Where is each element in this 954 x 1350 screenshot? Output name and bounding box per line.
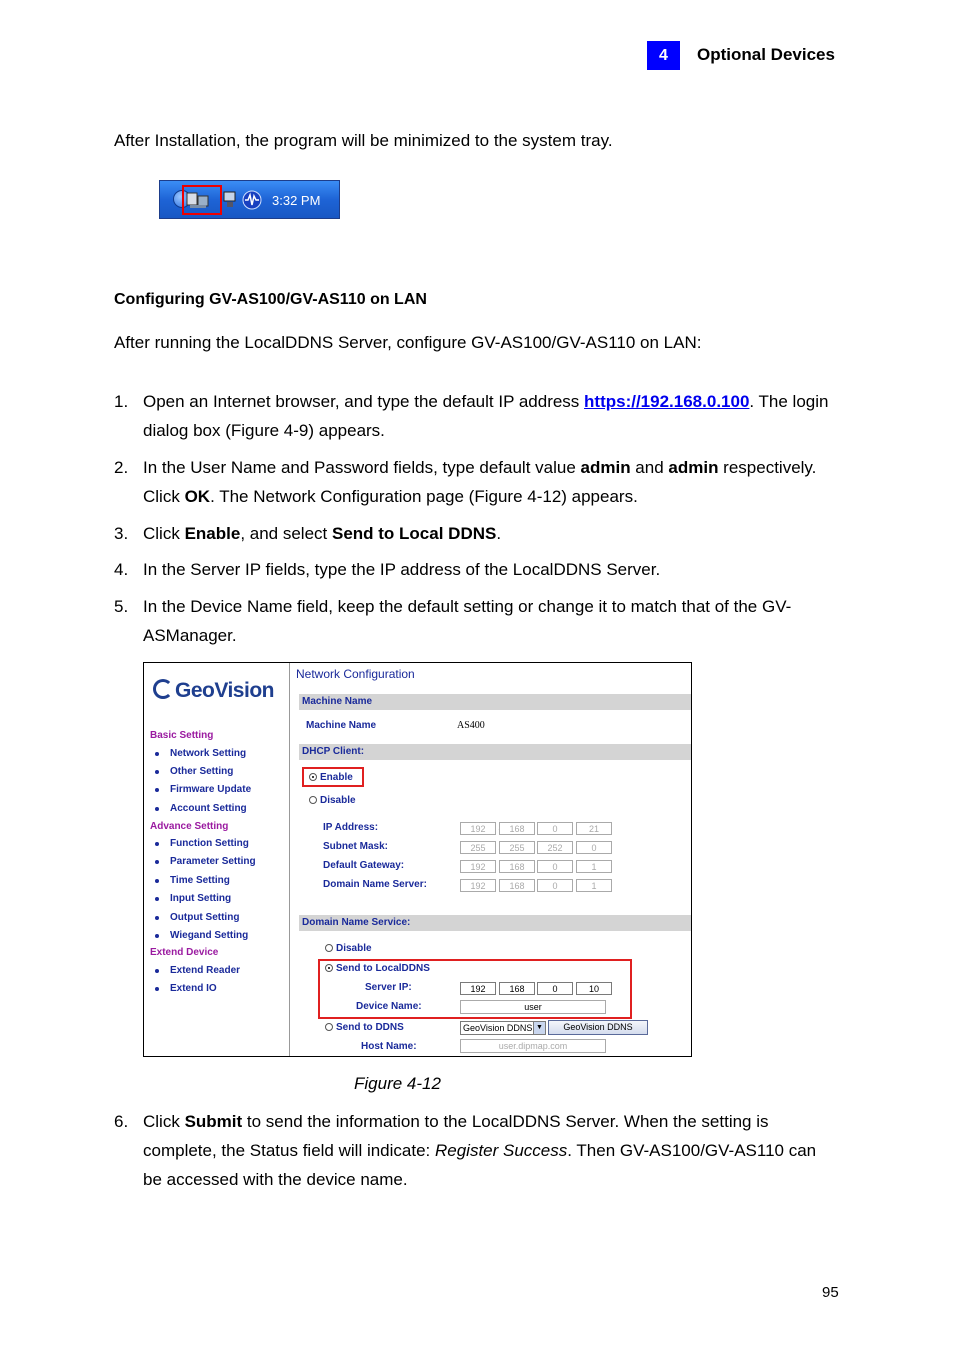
- section-heading: Configuring GV-AS100/GV-AS110 on LAN: [114, 291, 427, 308]
- ddns-disable-radio[interactable]: [325, 943, 372, 954]
- list-number: 2.: [114, 458, 129, 477]
- text-run: .: [496, 524, 502, 543]
- menu-item-account[interactable]: Account Setting: [170, 803, 247, 814]
- menu-item-wiegand[interactable]: Wiegand Setting: [170, 930, 249, 941]
- geovision-ddns-button[interactable]: GeoVision DDNS: [548, 1020, 648, 1035]
- menu-item-input[interactable]: Input Setting: [170, 893, 232, 904]
- menu-item-function[interactable]: Function Setting: [170, 838, 249, 849]
- menu-section-extend: Extend Device: [150, 947, 219, 958]
- machine-name-bar: Machine Name: [299, 694, 691, 710]
- text-run: to send the information to the LocalDDNS Server. When the setting is complete, the Status field will indicate:: [143, 1112, 769, 1160]
- bullet-icon: [155, 897, 159, 901]
- list-text: In the Server IP fields, type the IP address of the LocalDDNS Server.: [143, 560, 661, 579]
- radio-icon: [309, 773, 317, 781]
- text-run: . The login dialog box (Figure 4-9) appears.: [143, 392, 829, 440]
- gw-octet-3[interactable]: 0: [537, 860, 573, 873]
- dhcp-bar: DHCP Client:: [299, 744, 691, 760]
- machine-name-label: Machine Name: [306, 720, 377, 731]
- server-ip-octet-3[interactable]: 0: [537, 982, 573, 995]
- bold-run: Send to Local DDNS: [331, 524, 497, 543]
- list-number: 1.: [114, 392, 129, 411]
- list-number: 4.: [114, 560, 129, 579]
- ip-address-link[interactable]: https://192.168.0.100: [584, 392, 750, 411]
- bullet-icon: [155, 807, 159, 811]
- radio-label: Enable: [320, 772, 353, 783]
- list-text: [143, 387, 833, 445]
- ddns-provider-select[interactable]: [460, 1021, 546, 1035]
- text-run: , and select: [240, 524, 332, 543]
- page-number: 95: [822, 1284, 839, 1301]
- text-run: In the User Name and Password fields, type default value: [143, 458, 581, 477]
- network-icon: [222, 190, 238, 210]
- radio-label: Disable: [320, 795, 356, 806]
- bullet-icon: [155, 752, 159, 756]
- radio-label: Send to LocalDDNS: [336, 963, 430, 974]
- chevron-down-icon: ▼: [533, 1022, 545, 1034]
- bullet-icon: [155, 969, 159, 973]
- subnet-mask-label: Subnet Mask:: [323, 841, 389, 852]
- intro-text: After Installation, the program will be minimized to the system tray.: [114, 131, 613, 150]
- bullet-icon: [155, 860, 159, 864]
- radio-icon: [325, 944, 333, 952]
- mask-octet-3[interactable]: 252: [537, 841, 573, 854]
- device-name-label: Device Name:: [356, 1001, 422, 1012]
- config-title: Network Configuration: [296, 667, 415, 681]
- dns-octet-4[interactable]: 1: [576, 879, 612, 892]
- bold-run: admin: [668, 458, 719, 477]
- logo-text: GeoVision: [175, 679, 274, 702]
- gw-octet-2[interactable]: 168: [499, 860, 535, 873]
- menu-item-parameter[interactable]: Parameter Setting: [170, 856, 256, 867]
- server-ip-octet-2[interactable]: 168: [499, 982, 535, 995]
- server-ip-octet-1[interactable]: 192: [460, 982, 496, 995]
- ip-octet-3[interactable]: 0: [537, 822, 573, 835]
- gw-octet-1[interactable]: 192: [460, 860, 496, 873]
- select-value: GeoVision DDNS: [463, 1023, 533, 1033]
- send-ddns-radio[interactable]: [325, 1022, 404, 1033]
- list-text: [143, 1107, 833, 1194]
- bullet-icon: [155, 916, 159, 920]
- ip-octet-4[interactable]: 21: [576, 822, 612, 835]
- bold-run: OK: [184, 487, 211, 506]
- send-local-ddns-radio[interactable]: [325, 963, 430, 974]
- gw-octet-4[interactable]: 1: [576, 860, 612, 873]
- tray-app-icon: [186, 189, 218, 211]
- bullet-icon: [155, 842, 159, 846]
- figure-caption: Figure 4-12: [354, 1074, 441, 1093]
- ip-address-label: IP Address:: [323, 822, 379, 833]
- radio-icon: [309, 796, 317, 804]
- text-run: Click: [143, 1112, 185, 1131]
- list-text: In the Device Name field, keep the default setting or change it to match that of the GV-ASManager.: [143, 597, 792, 645]
- figure-sidebar: [144, 663, 290, 1056]
- bullet-icon: [155, 987, 159, 991]
- machine-name-value: AS400: [457, 720, 485, 731]
- list-text: [143, 453, 833, 511]
- sound-icon: [242, 190, 262, 210]
- menu-item-firmware[interactable]: Firmware Update: [170, 784, 252, 795]
- dns-octet-3[interactable]: 0: [537, 879, 573, 892]
- system-tray-image: [159, 180, 340, 219]
- ip-octet-2[interactable]: 168: [499, 822, 535, 835]
- bold-run: Submit: [184, 1112, 243, 1131]
- ip-octet-1[interactable]: 192: [460, 822, 496, 835]
- menu-section-advance: Advance Setting: [150, 821, 229, 832]
- bold-run: Enable: [184, 524, 241, 543]
- radio-icon: [325, 1023, 333, 1031]
- mask-octet-2[interactable]: 255: [499, 841, 535, 854]
- section-intro: After running the LocalDDNS Server, configure GV-AS100/GV-AS110 on LAN:: [114, 333, 702, 352]
- menu-item-time[interactable]: Time Setting: [170, 875, 230, 886]
- list-number: 5.: [114, 597, 129, 616]
- bold-run: admin: [580, 458, 631, 477]
- server-ip-octet-4[interactable]: 10: [576, 982, 612, 995]
- menu-section-basic: Basic Setting: [150, 730, 214, 741]
- mask-octet-4[interactable]: 0: [576, 841, 612, 854]
- dns-octet-1[interactable]: 192: [460, 879, 496, 892]
- menu-item-network[interactable]: Network Setting: [170, 748, 247, 759]
- text-run: . The Network Configuration page (Figure 4-12) appears.: [210, 487, 638, 506]
- text-run: and: [630, 458, 669, 477]
- text-run: Click: [143, 524, 185, 543]
- menu-item-other[interactable]: Other Setting: [170, 766, 234, 777]
- gateway-label: Default Gateway:: [323, 860, 405, 871]
- menu-item-extend-reader[interactable]: Extend Reader: [170, 965, 241, 976]
- dns-server-label: Domain Name Server:: [323, 879, 427, 890]
- radio-label: Disable: [336, 943, 372, 954]
- network-config-figure: [143, 662, 692, 1057]
- list-number: 6.: [114, 1112, 129, 1131]
- server-ip-label: Server IP:: [365, 982, 412, 993]
- list-text: [143, 519, 833, 548]
- radio-icon: [325, 964, 333, 972]
- mask-octet-1[interactable]: 255: [460, 841, 496, 854]
- disable-radio[interactable]: [309, 795, 356, 806]
- geovision-logo: [153, 679, 274, 703]
- menu-item-extend-io[interactable]: Extend IO: [170, 983, 217, 994]
- bullet-icon: [155, 788, 159, 792]
- text-run: . Then GV-AS100/GV-AS110 can be accessed with the device name.: [143, 1141, 817, 1189]
- list-number: 3.: [114, 524, 129, 543]
- chapter-title: Optional Devices: [697, 45, 835, 64]
- bullet-icon: [155, 770, 159, 774]
- geovision-logo-icon: [153, 679, 173, 699]
- radio-label: Send to DDNS: [336, 1022, 404, 1033]
- bullet-icon: [155, 934, 159, 938]
- italic-run: Register Success: [434, 1141, 568, 1160]
- chapter-number: 4: [647, 41, 680, 70]
- tray-clock: 3:32 PM: [272, 193, 321, 208]
- host-name-input[interactable]: user.dipmap.com: [460, 1039, 606, 1053]
- menu-item-output[interactable]: Output Setting: [170, 912, 240, 923]
- dns-service-bar: Domain Name Service:: [299, 915, 691, 931]
- dns-octet-2[interactable]: 168: [499, 879, 535, 892]
- enable-radio[interactable]: [309, 772, 353, 783]
- host-name-label: Host Name:: [361, 1041, 417, 1052]
- device-name-input[interactable]: user: [460, 1000, 606, 1014]
- text-run: respectively. Click: [143, 458, 817, 506]
- bullet-icon: [155, 879, 159, 883]
- text-run: Open an Internet browser, and type the default IP address: [143, 392, 585, 411]
